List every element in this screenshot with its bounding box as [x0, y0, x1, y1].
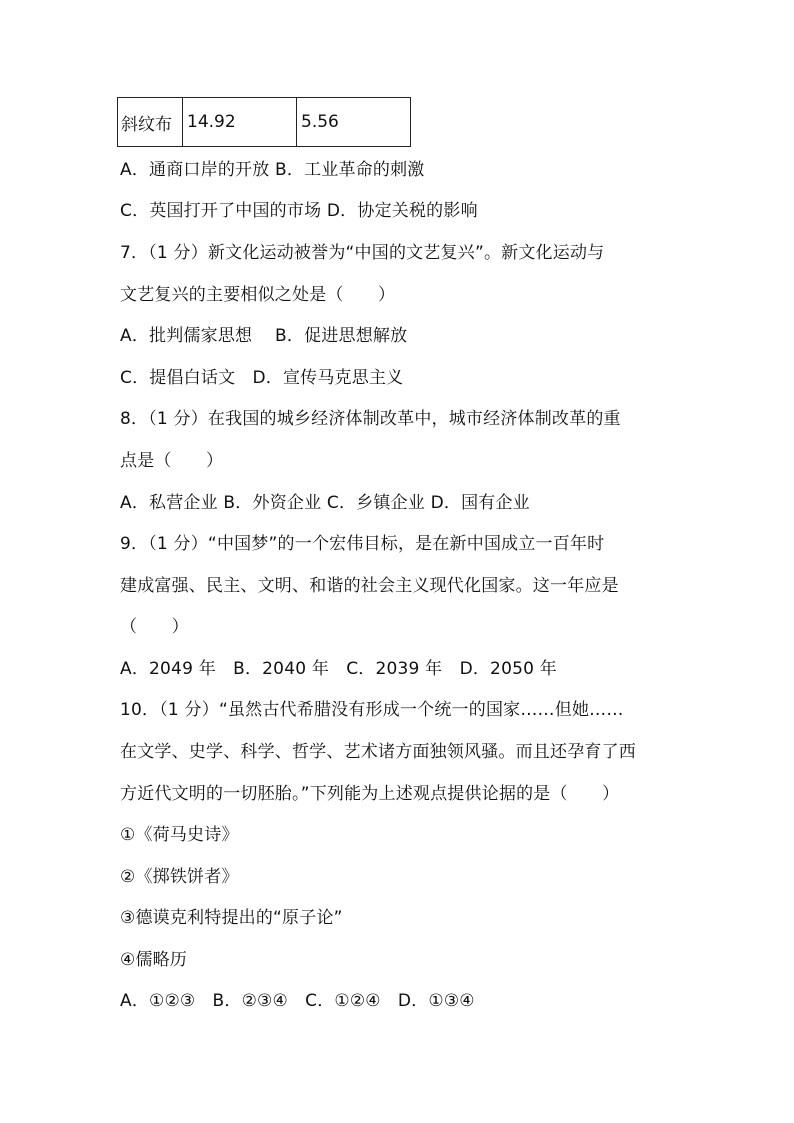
cloth-price-table — [117, 97, 411, 147]
q8-stem-line-1: 8．（1 分）在我国的城乡经济体制改革中，城市经济体制改革的重 — [120, 409, 621, 429]
q6-options-line-2: C．英国打开了中国的市场 D．协定关税的影响 — [120, 201, 478, 221]
q7-stem-line-2: 文艺复兴的主要相似之处是（ ） — [120, 285, 396, 305]
q8-options-line: A．私营企业 B．外资企业 C．乡镇企业 D．国有企业 — [120, 493, 530, 513]
q10-stem-line-2: 在文学、史学、科学、哲学、艺术诸方面独领风骚。而且还孕育了西 — [120, 742, 636, 762]
q10-item-2: ②《掷铁饼者》 — [120, 867, 239, 887]
q10-stem-line-1: 10．（1 分）“虽然古代希腊没有形成一个统一的国家……但她…… — [120, 700, 624, 720]
q10-options-line: A．①②③ B．②③④ C．①②④ D．①③④ — [120, 991, 475, 1011]
q7-options-line-2: C．提倡白话文 D．宣传马克思主义 — [120, 368, 404, 388]
table-cell-value-1: 14.92 — [183, 98, 297, 147]
table-cell-item: 斜纹布 — [118, 98, 183, 147]
q10-item-1: ①《荷马史诗》 — [120, 825, 239, 845]
q7-stem-line-1: 7．（1 分）新文化运动被誉为“中国的文艺复兴”。新文化运动与 — [120, 243, 605, 263]
q9-stem-line-3: （ ） — [120, 617, 189, 637]
q10-item-3: ③德谟克利特提出的“原子论” — [120, 908, 343, 928]
q10-stem-line-3: 方近代文明的一切胚胎。”下列能为上述观点提供论据的是（ ） — [120, 784, 620, 804]
q9-stem-line-2: 建成富强、民主、文明、和谐的社会主义现代化国家。这一年应是 — [120, 576, 619, 596]
q10-item-4: ④儒略历 — [120, 950, 188, 970]
table-row — [118, 98, 411, 147]
q9-options-line: A．2049 年 B．2040 年 C．2039 年 D．2050 年 — [120, 659, 557, 679]
q6-options-line-1: A．通商口岸的开放 B．工业革命的刺激 — [120, 160, 425, 180]
q7-options-line-1: A．批判儒家思想 B．促进思想解放 — [120, 326, 408, 346]
table-cell-value-2: 5.56 — [297, 98, 411, 147]
q8-stem-line-2: 点是（ ） — [120, 451, 224, 471]
q9-stem-line-1: 9．（1 分）“中国梦”的一个宏伟目标，是在新中国成立一百年时 — [120, 534, 605, 554]
